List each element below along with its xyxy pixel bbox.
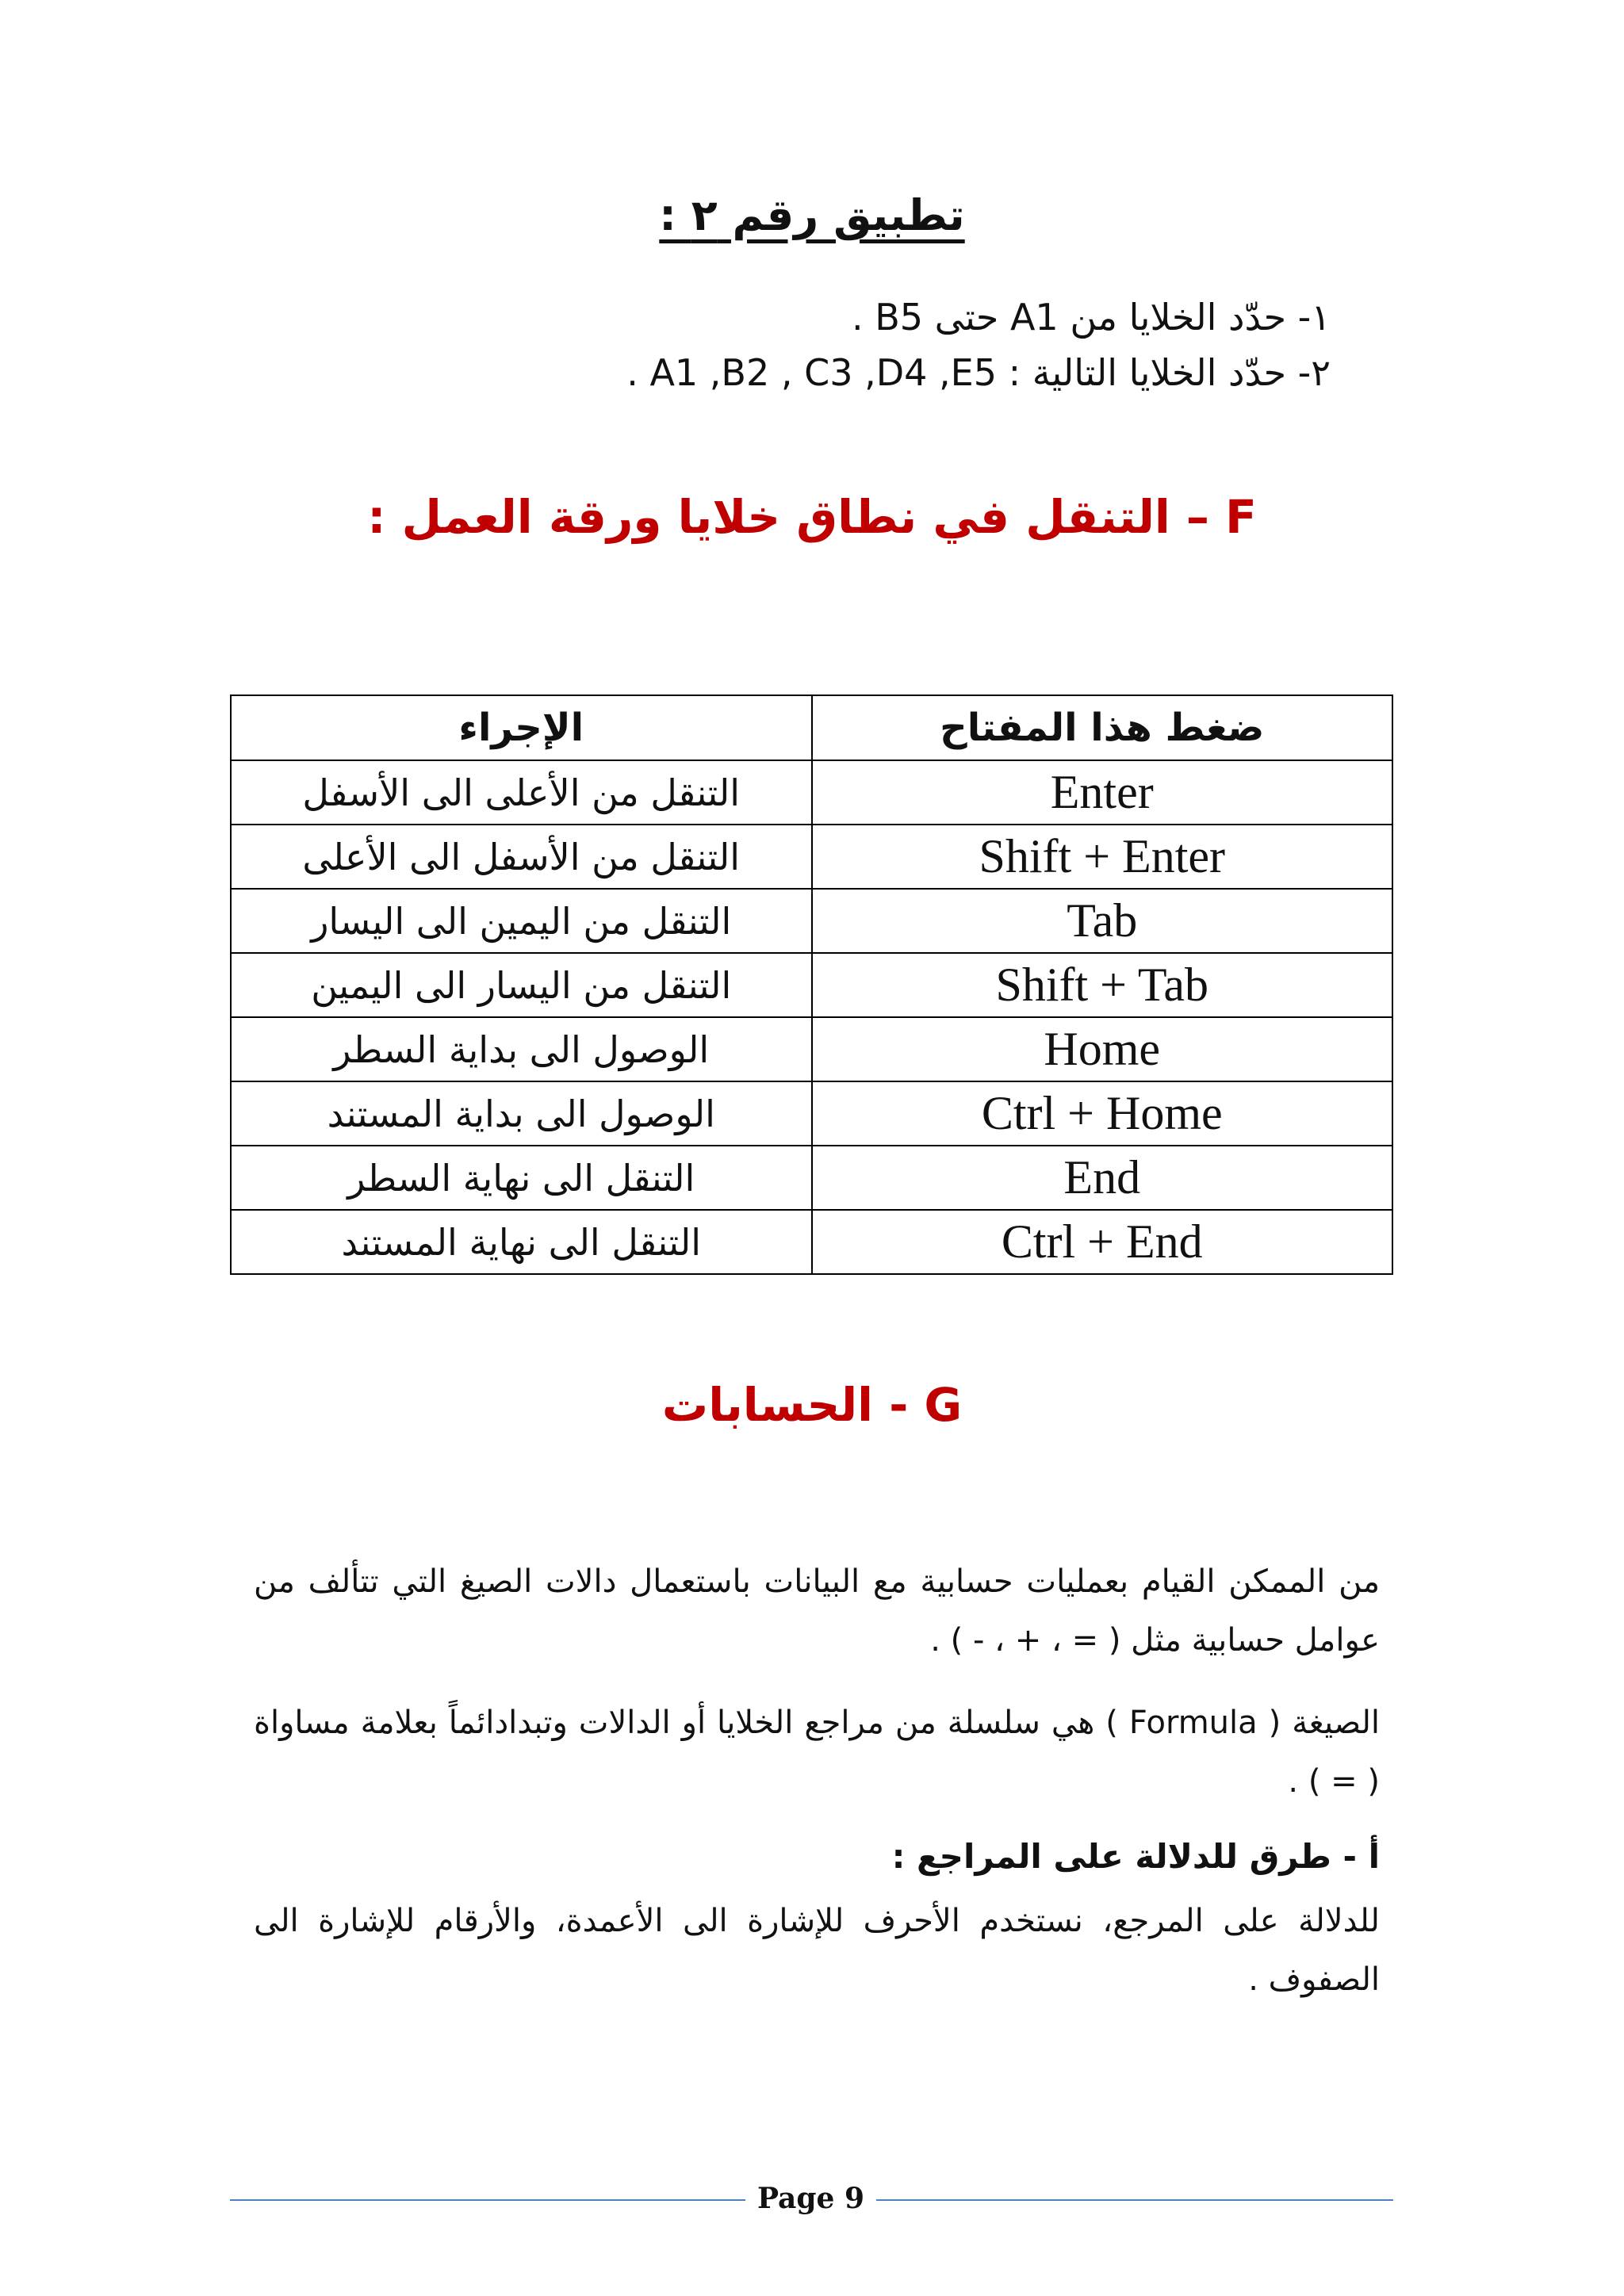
key-cell: Shift + Enter — [812, 825, 1393, 889]
table-row — [231, 953, 1392, 1017]
section-g-heading: G - الحسابات — [661, 1378, 963, 1432]
action-cell: التنقل من الأسفل الى الأعلى — [231, 825, 812, 889]
paragraph-calculations-intro: من الممكن القيام بعمليات حسابية مع البيانات باستعمال دالات الصيغ التي تتألف من عوامل حسابية مثل ( = ، + ، - ) . — [254, 1563, 1380, 1659]
action-cell: التنقل الى نهاية المستند — [231, 1210, 812, 1274]
key-cell: Home — [812, 1017, 1393, 1081]
key-cell: Tab — [812, 889, 1393, 953]
action-cell: التنقل من اليمين الى اليسار — [231, 889, 812, 953]
exercise-item-2: ٢- حدّد الخلايا التالية : A1 ,B2 , C3 ,D4 ,E5 . — [626, 351, 1331, 394]
key-cell: Enter — [812, 760, 1393, 825]
action-cell: الوصول الى بداية المستند — [231, 1081, 812, 1146]
subheading-reference-methods: أ - طرق للدلالة على المراجع : — [891, 1837, 1380, 1876]
table-row — [231, 1146, 1392, 1210]
page-number: Page 9 — [756, 2182, 865, 2215]
action-cell: الوصول الى بداية السطر — [231, 1017, 812, 1081]
footer-rule-right — [876, 2199, 1393, 2201]
action-cell: التنقل من الأعلى الى الأسفل — [231, 760, 812, 825]
header-key: ضغط هذا المفتاح — [812, 695, 1393, 760]
table-row — [231, 1081, 1392, 1146]
table-row — [231, 760, 1392, 825]
table-row — [231, 825, 1392, 889]
exercise-item-1: ١- حدّد الخلايا من A1 حتى B5 . — [851, 296, 1331, 339]
key-cell: End — [812, 1146, 1393, 1210]
key-cell: Ctrl + Home — [812, 1081, 1393, 1146]
table-row — [231, 1210, 1392, 1274]
table-row — [231, 889, 1392, 953]
action-cell: التنقل الى نهاية السطر — [231, 1146, 812, 1210]
table-header-row — [231, 695, 1392, 760]
table-row — [231, 1017, 1392, 1081]
keyboard-shortcuts-table — [230, 695, 1393, 1275]
paragraph-reference-explanation: للدلالة على المرجع، نستخدم الأحرف للإشارة الى الأعمدة، والأرقام للإشارة الى الصفوف . — [254, 1903, 1380, 1998]
key-cell: Ctrl + End — [812, 1210, 1393, 1274]
action-cell: التنقل من اليسار الى اليمين — [231, 953, 812, 1017]
footer-rule-left — [230, 2199, 745, 2201]
header-action: الإجراء — [231, 695, 812, 760]
paragraph-formula-definition: الصيغة ( Formula ) هي سلسلة من مراجع الخلايا أو الدالات وتبدادائماً بعلامة مساواة ( = ) . — [254, 1705, 1381, 1800]
key-cell: Shift + Tab — [812, 953, 1393, 1017]
section-f-heading: F – التنقل في نطاق خلايا ورقة العمل : — [367, 490, 1257, 544]
exercise-title: تطبيق رقم ٢ : — [659, 190, 965, 240]
